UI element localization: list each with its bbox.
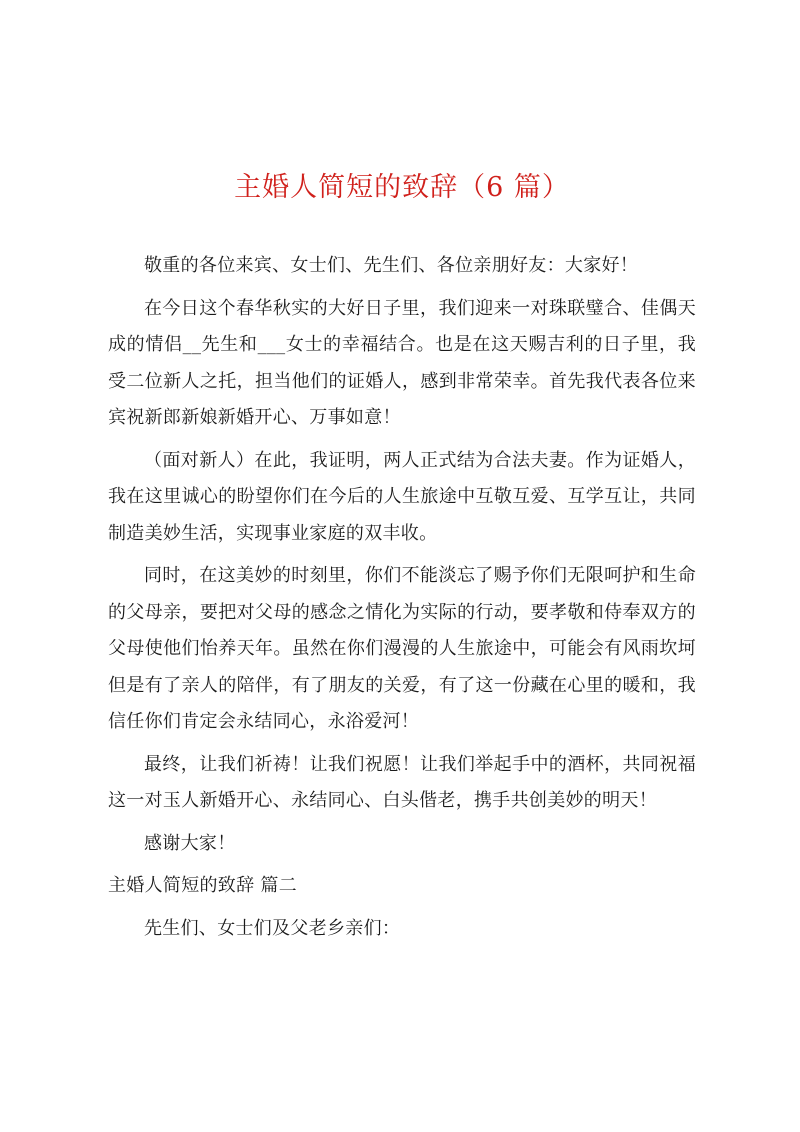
body-paragraph-4: 最终，让我们祈祷！让我们祝愿！让我们举起手中的酒杯，共同祝福这一对玉人新婚开心、永结同心、白头偕老，携手共创美妙的明天！: [108, 753, 696, 811]
body-paragraph-2: （面对新人）在此，我证明，两人正式结为合法夫妻。作为证婚人，我在这里诚心的盼望你们在今后的人生旅途中互敬互爱、互学互让，共同制造美妙生活，实现事业家庭的双丰收。: [108, 449, 696, 544]
section-2-heading: 主婚人简短的致辞 篇二: [108, 875, 298, 896]
greeting-paragraph: 敬重的各位来宾、女士们、先生们、各位亲朋好友：大家好！: [144, 255, 639, 276]
body-paragraph-1: 在今日这个春华秋实的大好日子里，我们迎来一对珠联璧合、佳偶天成的情侣__先生和___女士的幸福结合。也是在这天赐吉利的日子里，我受二位新人之托，担当他们的证婚人，感到非常荣幸。首先我代表各位来宾祝新郎新娘新婚开心、万事如意！: [108, 297, 696, 428]
section-2-greeting: 先生们、女士们及父老乡亲们：: [144, 917, 401, 939]
body-paragraph-3: 同时，在这美妙的时刻里，你们不能淡忘了赐予你们无限呵护和生命的父母亲，要把对父母的感念之情化为实际的行动，要孝敬和侍奉双方的父母使他们怡养天年。虽然在你们漫漫的人生旅途中，可能会有风雨坎坷但是有了亲人的陪伴，有了朋友的关爱，有了这一份藏在心里的暖和，我信任你们肯定会永结同心，永浴爱河！: [108, 565, 696, 732]
document-title: 主婚人简短的致辞（6 篇）: [234, 172, 570, 203]
closing-paragraph: 感谢大家！: [144, 832, 236, 854]
